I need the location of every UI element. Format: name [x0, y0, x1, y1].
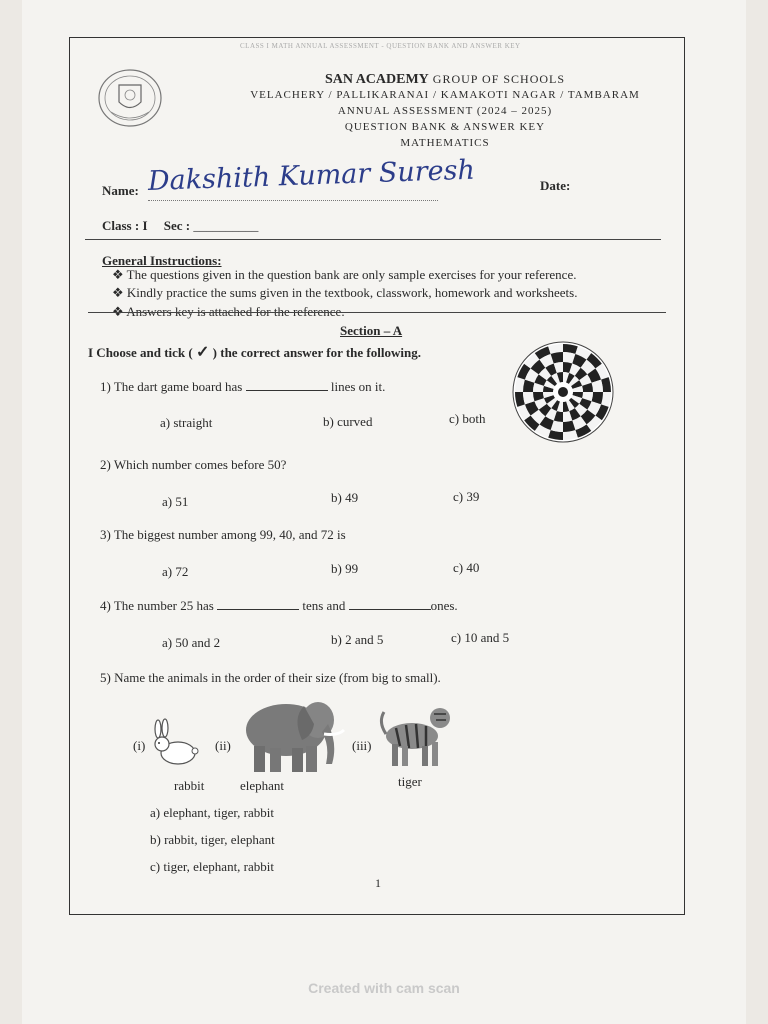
school-name-suffix: GROUP OF SCHOOLS — [432, 72, 566, 86]
instruction-item: ❖ Kindly practice the sums given in the textbook, classwork, homework and worksheets. — [112, 285, 578, 300]
q2-option-a[interactable]: a) 51 — [162, 494, 189, 509]
sec-label: Sec : — [163, 218, 191, 233]
q3-option-c[interactable]: c) 40 — [453, 560, 480, 575]
marker-i: (i) — [133, 738, 146, 753]
question-5: 5) Name the animals in the order of their size (from big to small). — [100, 670, 441, 685]
subject: MATHEMATICS — [400, 137, 490, 149]
tick-icon: ✓ — [196, 344, 210, 361]
instructions-title: General Instructions: — [102, 253, 222, 268]
sec-field[interactable]: __________ — [193, 218, 259, 233]
bullet-icon: ❖ — [112, 304, 124, 319]
question-sheet — [69, 37, 685, 915]
document-type: QUESTION BANK & ANSWER KEY — [344, 121, 546, 133]
q4-option-b[interactable]: b) 2 and 5 — [331, 632, 384, 647]
student-name-handwritten[interactable]: Dakshith Kumar Suresh — [147, 154, 476, 197]
question-2: 2) Which number comes before 50? — [100, 457, 287, 472]
label-rabbit: rabbit — [174, 778, 205, 793]
class-section-row — [102, 218, 258, 234]
q1-option-a[interactable]: a) straight — [160, 415, 213, 430]
q1-option-c[interactable]: c) both — [449, 411, 486, 426]
instruction-item: ❖ Answers key is attached for the reference. — [112, 304, 345, 319]
dartboard-bullseye — [558, 387, 568, 397]
school-logo-icon — [97, 68, 163, 128]
bullet-icon: ❖ — [112, 285, 124, 300]
question-3: 3) The biggest number among 99, 40, and 72 is — [100, 527, 346, 542]
instruction-item: ❖ The questions given in the question bank are only sample exercises for your reference. — [112, 267, 577, 282]
q5-option-c[interactable]: c) tiger, elephant, rabbit — [150, 859, 275, 874]
class-label: Class : I — [102, 218, 148, 233]
school-title — [220, 72, 670, 88]
q5-option-a[interactable]: a) elephant, tiger, rabbit — [150, 805, 275, 820]
q3-option-a[interactable]: a) 72 — [162, 564, 189, 579]
label-elephant: elephant — [240, 778, 285, 793]
q4-option-c[interactable]: c) 10 and 5 — [451, 630, 510, 645]
assessment-title: ANNUAL ASSESSMENT (2024 – 2025) — [337, 105, 553, 117]
divider-top — [85, 239, 661, 240]
marker-ii: (ii) — [215, 738, 231, 753]
header-note: CLASS I MATH ANNUAL ASSESSMENT - QUESTION BANK AND ANSWER KEY — [240, 42, 521, 50]
name-underline — [148, 200, 438, 201]
marker-iii: (iii) — [352, 738, 372, 753]
school-branches: VELACHERY / PALLIKARANAI / KAMAKOTI NAGAR / TAMBARAM — [250, 89, 640, 101]
answer-blank[interactable] — [217, 609, 299, 610]
question-1: 1) The dart game board has lines on it. — [100, 379, 386, 394]
divider-instructions — [88, 312, 666, 313]
rabbit-icon — [148, 718, 202, 768]
section-title: Section – A — [340, 323, 403, 338]
q2-option-c[interactable]: c) 39 — [453, 489, 480, 504]
date-label: Date: — [540, 178, 571, 193]
q4-option-a[interactable]: a) 50 and 2 — [162, 635, 221, 650]
tiger-icon — [378, 702, 456, 768]
label-tiger: tiger — [398, 774, 422, 789]
scan-watermark: Created with cam scan — [308, 980, 460, 996]
page-number: 1 — [375, 876, 381, 890]
answer-blank[interactable] — [349, 609, 431, 610]
q2-option-b[interactable]: b) 49 — [331, 490, 359, 505]
name-label: Name: — [102, 183, 139, 198]
dartboard-icon — [511, 340, 615, 444]
question-4: 4) The number 25 has tens and ones. — [100, 598, 458, 613]
q1-option-b[interactable]: b) curved — [323, 414, 373, 429]
q5-option-b[interactable]: b) rabbit, tiger, elephant — [150, 832, 275, 847]
section-heading: I Choose and tick ( ✓ ) the correct answer for the following. — [88, 344, 421, 361]
elephant-icon — [240, 688, 348, 776]
q3-option-b[interactable]: b) 99 — [331, 561, 359, 576]
answer-blank[interactable] — [246, 390, 328, 391]
school-name: SAN ACADEMY — [324, 72, 429, 87]
bullet-icon: ❖ — [112, 267, 124, 282]
